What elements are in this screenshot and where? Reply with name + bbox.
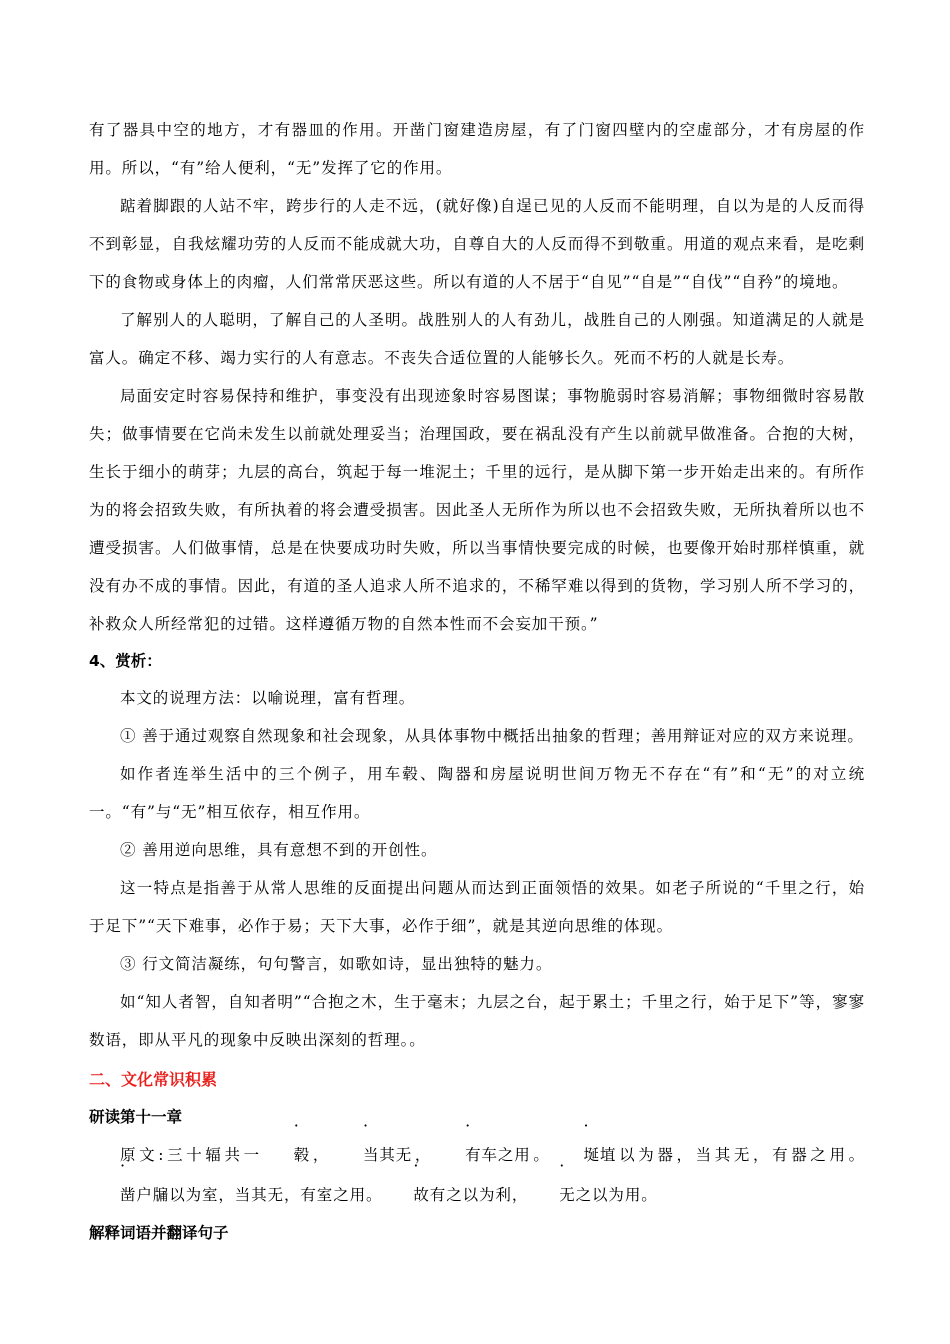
original-text-segment: 。 (530, 1146, 553, 1164)
appreciation-example-1: 如作者连举生活中的三个例子，用车毂、陶器和房屋说明世间万物无不存在“有”和“无”的对立统一。“有”与“无”相互依存，相互作用。 (89, 765, 865, 821)
original-text-segment: 。 (641, 1186, 658, 1204)
document-page (89, 111, 865, 1251)
emphasized-word: 埏埴 (583, 1146, 617, 1164)
appreciation-point-1: ① 善于通过观察自然现象和社会现象，从具体事物中概括出抽象的哲理；善用辩证对应的双方来说理。 (120, 727, 864, 745)
appreciation-example-2: 这一特点是指善于从常人思维的反面提出问题从而达到正面领悟的效果。如老子所说的“千里之行，始于足下”“天下难事，必作于易；天下大事，必作于细”，就是其逆向思维的体现。 (89, 879, 865, 935)
original-text-segment: ， (412, 1146, 435, 1164)
section-2-heading: 二、文化常识积累 (89, 1070, 218, 1089)
appreciation-point-2: ② 善用逆向思维，具有意想不到的开创性。 (120, 841, 438, 859)
chapter-11-heading: 研读第十一章 (89, 1108, 183, 1126)
emphasized-word: · 故有之以为利 (382, 1175, 511, 1215)
emphasized-word: 毂 (293, 1146, 311, 1164)
section-4-heading: 4、赏析： (89, 652, 162, 670)
paragraph-tiptoe: 踮着脚跟的人站不牢，跨步行的人走不远，(就好像)自逞已见的人反而不能明理，自以为是的人反而得不到彰显，自我炫耀功劳的人反而不能成就大功，自尊自大的人反而得不到敬重。用道的观点来看，是吃剩下的食物或身体上的肉瘤，人们常常厌恶这些。所以有道的人不居于“自见”“自是”“自伐”“自矜”的境地。 (89, 197, 865, 291)
original-text-segment: 原文:三十辐共一 (120, 1146, 263, 1164)
appreciation-example-3: 如“知人者智，自知者明”“合抱之木，生于毫末；九层之台，起于累土；千里之行，始于足下”等，寥寥数语，即从平凡的现象中反映出深刻的哲理。。 (89, 993, 865, 1049)
original-text-segment: ， (511, 1186, 529, 1204)
original-text-segment: 以为器，当其无，有器之用。 (616, 1146, 865, 1164)
paragraph-know-others: 了解别人的人聪明，了解自己的人圣明。战胜别人的人有劲儿，战胜自己的人刚强。知道满足的人就是富人。确定不移、竭力实行的人有意志。不丧失合适位置的人能够长久。死而不朽的人就是长寿。 (89, 311, 865, 367)
emphasized-word: · 无之以为用 (528, 1175, 641, 1215)
paragraph-you-wu: 有了器具中空的地方，才有器皿的作用。开凿门窗建造房屋，有了门窗四壁内的空虚部分，才有房屋的作用。所以，“有”给人便利，“无”发挥了它的作用。 (89, 121, 865, 177)
task-heading: 解释词语并翻译句子 (89, 1224, 229, 1242)
emphasized-word: 当其无 (363, 1146, 413, 1164)
emphasized-word: 有车之用 (465, 1146, 531, 1164)
appreciation-point-3: ③ 行文简洁凝练，句句警言，如歌如诗，显出独特的魅力。 (120, 955, 553, 973)
appreciation-method: 本文的说理方法：以喻说理，富有哲理。 (120, 689, 416, 707)
original-text (89, 1135, 865, 1215)
original-text-segment: ， (310, 1146, 332, 1164)
original-text-segment: 以为室，当其无，有室之用。 (169, 1186, 383, 1204)
emphasized-word: 凿户牖 (120, 1186, 170, 1204)
paragraph-stability: 局面安定时容易保持和维护，事变没有出现迹象时容易图谋；事物脆弱时容易消解；事物细微时容易散失；做事情要在它尚未发生以前就处理妥当；治理国政，要在祸乱没有产生以前就早做准备。合抱的大树，生长于细小的萌芽；九层的高台，筑起于每一堆泥土；千里的远行，是从脚下第一步开始走出来的。有所作为的将会招致失败，有所执着的将会遭受损害。因此圣人无所作为所以也不会招致失败，无所执着所以也不遭受损害。人们做事情，总是在快要成功时失败，所以当事情快要完成的时候，也要像开始时那样慎重，就没有办不成的事情。因此，有道的圣人追求人所不追求的，不稀罕难以得到的货物，学习别人所不学习的，补救众人所经常犯的过错。这样遵循万物的自然本性而不会妄加干预。” (89, 387, 865, 633)
